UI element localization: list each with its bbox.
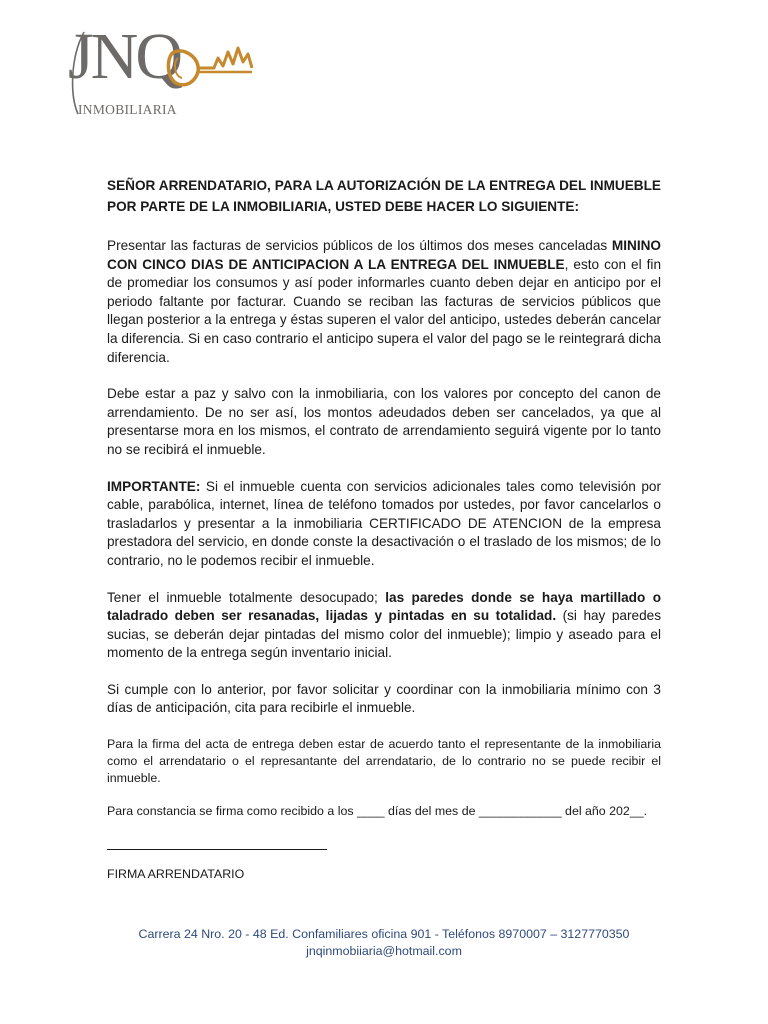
paragraph-invoices <box>107 237 661 367</box>
invoices-text-bold: MININO CON CINCO DIAS DE ANTICIPACION A LA ENTREGA DEL INMUEBLE <box>107 238 661 272</box>
paragraph-important <box>107 478 661 571</box>
logo-subtitle: INMOBILIARIA <box>78 102 177 117</box>
document-title: SEÑOR ARRENDATARIO, PARA LA AUTORIZACIÓN DE LA ENTREGA DEL INMUEBLE POR PARTE DE LA INMOBILIARIA, USTED DEBE HACER LO SIGUIENTE: <box>107 178 661 214</box>
vacancy-text-bold: las paredes donde se haya martillado o taladrado deben ser resanadas, lijadas y pintadas en su totalidad. <box>107 589 661 624</box>
important-text: Si el inmueble cuenta con servicios adicionales tales como televisión por cable, parabólica, internet, línea de teléfono tomados por ustedes, por favor cancelarlos o trasladarlos y presentar a la inmobiliaria CERTIFICADO DE ATENCION de la empresa prestadora del servicio, en donde conste la desactivación o el traslado de los mismos; de lo contrario, no le podemos recibir el inmueble. <box>107 478 661 568</box>
paragraph-payments: Debe estar a paz y salvo con la inmobiliaria, con los valores por concepto del canon de arrendamiento. De no ser así, los montos adeudados deben ser cancelados, ya que al presentarse mora en los mismos, el contrato de arrendamiento seguirá vigente por lo tanto no se recibirá el inmueble. <box>107 386 661 457</box>
vacancy-text-c: (si hay paredes sucias, se deberán dejar pintadas del mismo color del inmueble); limpio y aseado para el momento de la entrega según inventario inicial. <box>107 608 661 661</box>
invoices-text-a: Presentar las facturas de servicios públicos de los últimos dos meses canceladas <box>107 238 612 253</box>
signature-line <box>107 849 327 850</box>
signature-label: FIRMA ARRENDATARIO <box>107 867 245 881</box>
vacancy-text-a: Tener el inmueble totalmente desocupado; <box>107 589 386 605</box>
footer-email: jnqinmobiiaria@hotmail.com <box>306 944 462 958</box>
paragraph-receipt-record: Para constancia se firma como recibido a los ____ días del mes de ____________ del año 202__. <box>107 804 648 819</box>
company-logo <box>62 18 262 128</box>
document-body <box>107 175 661 836</box>
paragraph-signature-agreement: Para la firma del acta de entrega deben estar de acuerdo tanto el representante de la inmobiliaria como el arrendatario o el represantante del arrendatario, de lo contrario no se puede recibir el inmueble. <box>107 737 661 786</box>
footer-address: Carrera 24 Nro. 20 - 48 Ed. Confamiliares oficina 901 - Teléfonos 8970007 – 3127770350 <box>138 927 630 941</box>
important-label: IMPORTANTE: <box>107 478 201 494</box>
footer <box>0 926 768 960</box>
invoices-text-c: , esto con el fin de promediar los consumos y así poder informarles cuanto deben dejar en anticipo por el periodo faltante por facturar. Cuando se reciban las facturas de servicios públicos que llegan posterior a la entrega y éstas superen el valor del anticipo, ustedes deberán cancelar la diferencia. Si en caso contrario el anticipo supera el valor del pago se le reintegrará dicha diferencia. <box>107 256 662 365</box>
paragraph-appointment: Si cumple con lo anterior, por favor solicitar y coordinar con la inmobiliaria mínimo con 3 días de anticipación, cita para recibirle el inmueble. <box>107 681 661 716</box>
paragraph-vacancy <box>107 589 661 663</box>
logo-letters: JNQ <box>68 20 181 93</box>
